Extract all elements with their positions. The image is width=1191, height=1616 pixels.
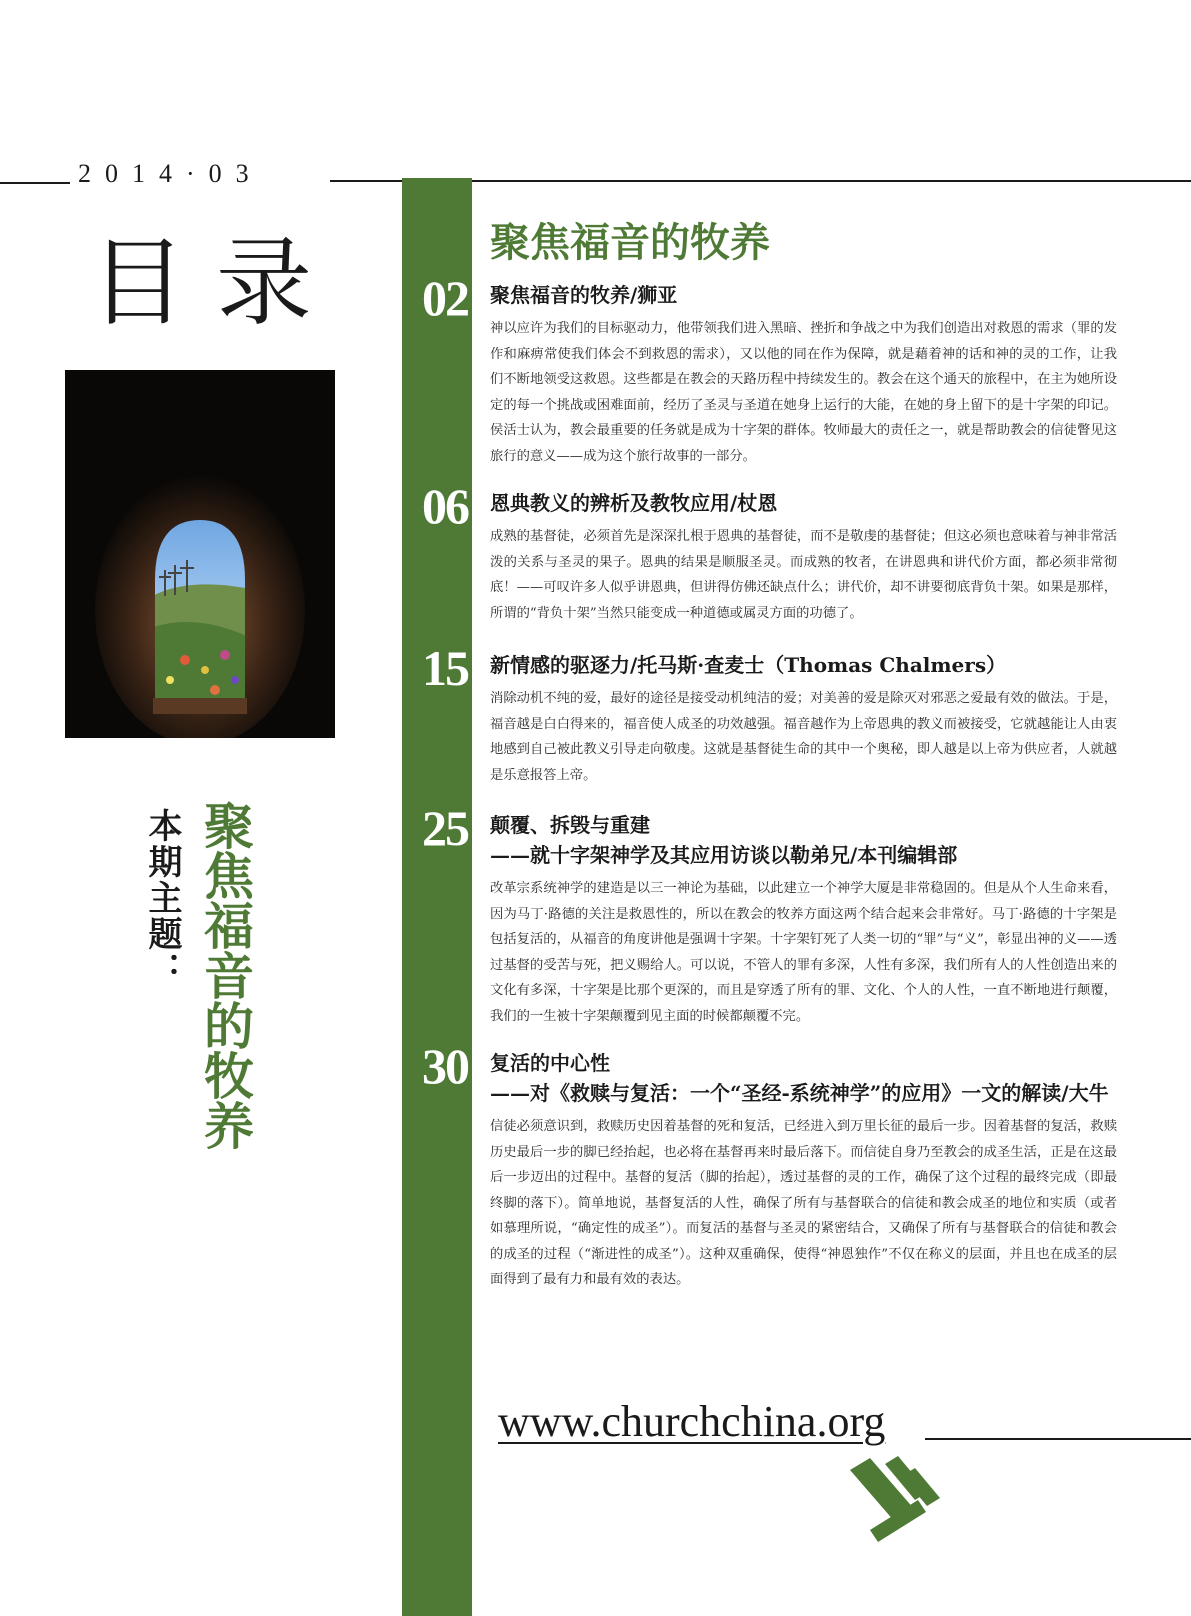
entry-title[interactable]: 聚焦福音的牧养/狮亚 (490, 283, 678, 307)
toc-entry[interactable] (422, 800, 1117, 1029)
cover-image (65, 370, 335, 738)
page-number: 15 (422, 640, 468, 696)
entry-summary: 成熟的基督徒，必须首先是深深扎根于恩典的基督徒，而不是敬虔的基督徒；但这必须也意味着与神非常活泼的关系与圣灵的果子。恩典的结果是顺服圣灵。而成熟的牧者，在讲恩典和讲代价方面，都必须非常彻底！——可叹许多人似乎讲恩典，但讲得仿佛还缺点什么；讲代价，却不讲要彻底背负十架。如果是那样，所谓的“背负十架”当然只能变成一种道德或属灵方面的功德了。 (490, 529, 1117, 621)
entry-title[interactable]: 颠覆、拆毁与重建 (490, 813, 650, 837)
toc-entry[interactable] (422, 478, 1117, 626)
theme-label: 本期主题： (142, 808, 182, 988)
church-logo-icon (840, 1450, 950, 1550)
entry-summary: 神以应许为我们的目标驱动力，他带领我们进入黑暗、挫折和争战之中为我们创造出对救恩的需求（罪的发作和麻痹常使我们体会不到救恩的需求），又以他的同在作为保障，就是藉着神的话和神的灵的工作，让我们不断地领受这救恩。这些都是在教会的天路历程中持续发生的。教会在这个通天的旅程中，在主为她所设定的每一个挑战或困难面前，经历了圣灵与圣道在她身上运行的大能，在她的身上留下的是十字架的印记。侯活士认为，教会最重要的任务就是成为十字架的群体。牧师最大的责任之一，就是帮助教会的信徒瞥见这旅行的意义——成为这个旅行故事的一部分。 (490, 321, 1117, 464)
entry-summary: 消除动机不纯的爱，最好的途径是接受动机纯洁的爱；对美善的爱是除灭对邪恶之爱最有效的做法。于是，福音越是白白得来的，福音使人成圣的功效越强。福音越作为上帝恩典的教义而被接受，它就越能让人由衷地感到自己被此教义引导走向敬虔。这就是基督徒生命的其中一个奥秘，即人越是以上帝为供应者，人就越是乐意报答上帝。 (490, 691, 1117, 783)
toc-entry[interactable] (422, 270, 1117, 469)
footer-rule (925, 1438, 1191, 1440)
entry-title[interactable]: 新情感的驱逐力/托马斯·查麦士（Thomas Chalmers） (490, 653, 1007, 677)
issue-date: 2014·03 (72, 158, 269, 190)
entry-subtitle[interactable]: ——就十字架神学及其应用访谈以勒弟兄/本刊编辑部 (490, 843, 958, 867)
page-number: 25 (422, 800, 468, 856)
theme-title: 聚焦福音的牧养 (196, 800, 254, 1150)
top-rule-left (0, 182, 70, 184)
entry-title[interactable]: 复活的中心性 (490, 1051, 610, 1075)
entry-subtitle[interactable]: ——对《救赎与复活：一个“圣经-系统神学”的应用》一文的解读/大牛 (490, 1081, 1109, 1105)
toc-entry[interactable] (422, 640, 1117, 788)
section-heading: 聚焦福音的牧养 (490, 220, 770, 266)
website-link[interactable]: www.churchchina.org (498, 1397, 886, 1446)
toc-title: 目录 (90, 227, 342, 339)
entry-title[interactable]: 恩典教义的辨析及教牧应用/杖恩 (490, 491, 778, 515)
page-number: 02 (422, 270, 468, 326)
entry-summary: 改革宗系统神学的建造是以三一神论为基础，以此建立一个神学大厦是非常稳固的。但是从个人生命来看，因为马丁·路德的关注是救恩性的，所以在教会的牧养方面这两个结合起来会非常好。马丁·路德的十字架是包括复活的，从福音的角度讲他是强调十字架。十字架钉死了人类一切的“罪”与“义”，彰显出神的义——透过基督的受苦与死，把义赐给人。可以说，不管人的罪有多深，人性有多深，我们所有人的人性创造出来的文化有多深，十字架是比那个更深的，而且是穿透了所有的罪、文化、个人的人性，一直不断地进行颠覆，我们的一生被十字架颠覆到见主面的时候都颠覆不完。 (490, 881, 1117, 1024)
entry-summary: 信徒必须意识到，救赎历史因着基督的死和复活，已经进入到万里长征的最后一步。因着基督的复活，救赎历史最后一步的脚已经抬起，也必将在基督再来时最后落下。而信徒自身乃至教会的成圣生活，正是在这最后一步迈出的过程中。基督的复活（脚的抬起），透过基督的灵的工作，确保了这个过程的最终完成（即最终脚的落下）。简单地说，基督复活的人性，确保了所有与基督联合的信徒和教会成圣的地位和实质（或者如慕理所说，“确定性的成圣”）。而复活的基督与圣灵的紧密结合，又确保了所有与基督联合的信徒和教会的成圣的过程（“渐进性的成圣”）。这种双重确保，使得“神恩独作”不仅在称义的层面，并且也在成圣的层面得到了最有力和最有效的表达。 (490, 1119, 1117, 1287)
page-number: 30 (422, 1038, 468, 1094)
page-number: 06 (422, 478, 468, 534)
toc-entry[interactable] (422, 1038, 1117, 1293)
